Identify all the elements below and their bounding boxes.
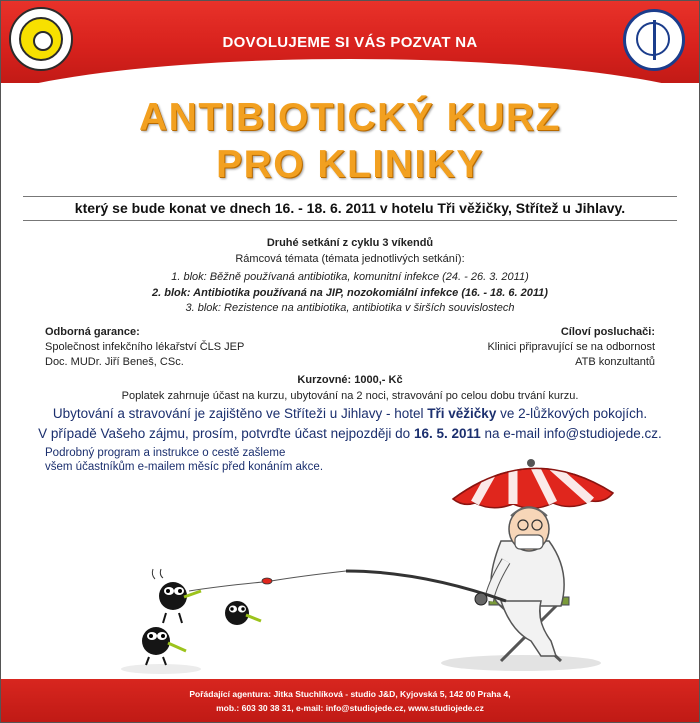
footer-band	[1, 679, 699, 722]
block-1: 1. blok: Běžně používaná antibiotika, komunitní infekce (24. - 26. 3. 2011)	[171, 271, 529, 283]
guarantee-line2: Doc. MUDr. Jiří Beneš, CSc.	[45, 356, 184, 368]
bacterium-1	[152, 569, 201, 623]
block-2: 2. blok: Antibiotika používaná na JIP, nozokomiální infekce (16. - 18. 6. 2011)	[152, 287, 548, 299]
date-venue-line: který se bude konat ve dnech 16. - 18. 6. 2011 v hotelu Tři věžičky, Střítež u Jihlavy.	[74, 200, 626, 216]
audience-line1: Klinici připravující se na odbornost	[487, 341, 655, 353]
fee-label: Kurzovné: 1000,- Kč	[297, 374, 403, 386]
deadline-date: 16. 5. 2011	[413, 426, 481, 441]
bacterium-3	[142, 627, 186, 665]
fee-note: Poplatek zahrnuje účast na kurzu, ubytování na 2 noci, stravování po celou dobu trvání kurzu.	[121, 390, 579, 402]
footer-contact: mob.: 603 30 38 31, e-mail: info@studiojede.cz, www.studiojede.cz	[216, 703, 484, 713]
confirm-line: V případě Vašeho zájmu, prosím, potvrďte účast nejpozději do 16. 5. 2011 na e-mail info@studiojede.cz.	[38, 426, 662, 441]
invite-heading: DOVOLUJEME SI VÁS POZVAT NA	[222, 34, 478, 51]
fisherman-cartoon-illustration	[1, 1, 699, 722]
hotel-name: Tři věžičky	[427, 406, 497, 421]
guarantee-line1: Společnost infekčního lékařství ČLS JEP	[45, 341, 245, 353]
bacterium-2	[225, 601, 261, 625]
footer-organizer: Pořádající agentura: Jitka Stuchlíková - studio J&D, Kyjovská 5, 142 00 Praha 4,	[189, 689, 511, 699]
cycle-subheading: Rámcová témata (témata jednotlivých setkání):	[235, 253, 465, 265]
program-note-line2: všem účastníkům e-mailem měsíc před konáním akce.	[45, 461, 324, 473]
audience-label: Cíloví posluchači:	[560, 326, 655, 338]
accommodation-line: Ubytování a stravování je zajištěno ve Stříteži u Jihlavy - hotel Tři věžičky ve 2-lůžkových pokojích.	[52, 406, 648, 421]
course-title-line2: PRO KLINIKY	[216, 143, 484, 186]
program-note-line1: Podrobný program a instrukce o cestě zašleme	[45, 447, 286, 459]
audience-line2: ATB konzultantů	[575, 356, 655, 368]
guarantee-label: Odborná garance:	[45, 326, 140, 338]
cycle-heading: Druhé setkání z cyklu 3 víkendů	[266, 237, 434, 249]
block-3: 3. blok: Rezistence na antibiotika, antibiotika v širších souvislostech	[185, 302, 515, 314]
course-title-line1: ANTIBIOTICKÝ KURZ	[139, 96, 561, 139]
